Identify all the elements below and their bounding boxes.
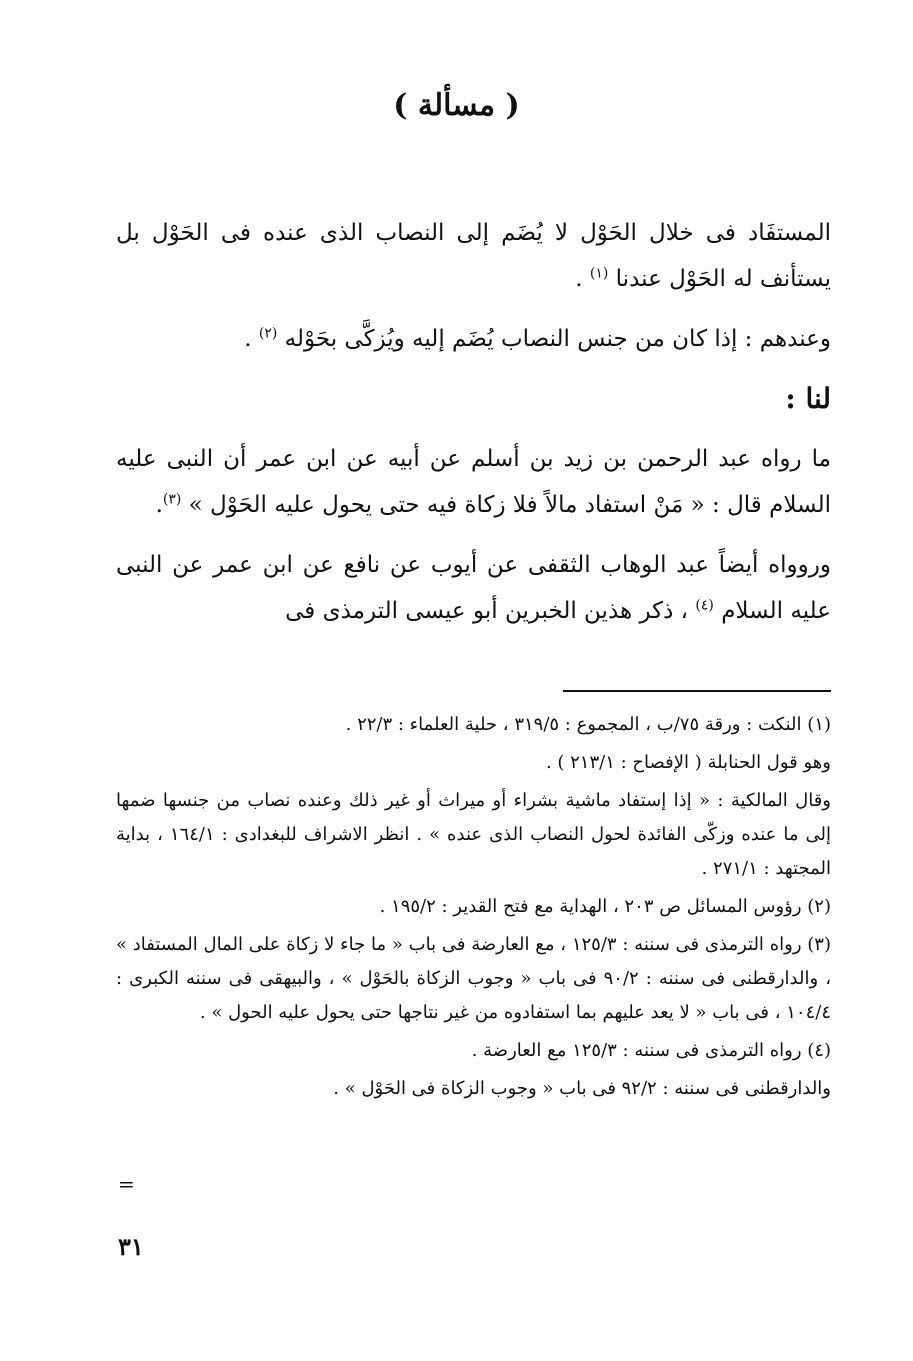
footnotes (116, 708, 831, 1110)
footnote-1-maliki: وقال المالكية : « إذا إستفاد ماشية بشراء أو ميراث أو غير ذلك وعنده نصاب من جنسها ضمها إلى ما عنده وزكّى الفائدة لحول النصاب الذى عنده » . انظر الاشراف للبغدادى : ١٦٤/١ ، بداية المجتهد : ٢٧١/١ . (116, 790, 831, 879)
paragraph-2-text: وعندهم : إذا كان من جنس النصاب يُضَم إليه ويُزكَّى بحَوْله (284, 326, 831, 352)
footnote-separator (563, 690, 831, 692)
paragraph-4-text-a: وروواه أيضاً عبد الوهاب الثقفى عن أيوب عن نافع عن ابن عمر عن النبى عليه السلام (116, 552, 831, 624)
footnote-2: (٢) رؤوس المسائل ص ٢٠٣ ، الهداية مع فتح القدير : ١٩٥/٢ . (379, 896, 831, 917)
footnote-4: (٤) رواه الترمذى فى سننه : ١٢٥/٣ مع العارضة . (471, 1040, 831, 1061)
footnote-1: (١) النكت : ورقة ٧٥/ب ، المجموع : ٣١٩/٥ ، حلية العلماء : ٢٢/٣ . (345, 714, 831, 735)
section-heading: لنا : (785, 382, 831, 415)
paragraph-1 (116, 210, 831, 302)
paragraph-4 (116, 542, 831, 634)
page-number: ٣١ (118, 1232, 144, 1261)
footnote-ref-3[interactable]: (٣) (162, 491, 182, 508)
paragraph-2-end: . (244, 326, 259, 352)
paragraph-2 (116, 316, 831, 362)
paragraph-1-text: المستفَاد فى خلال الحَوْل لا يُضَم إلى النصاب الذى عنده فى الحَوْل بل يستأنف له الحَوْل عندنا (116, 220, 831, 292)
continuation-mark: = (118, 1172, 135, 1196)
paragraph-3 (116, 436, 831, 528)
paragraph-3-text: ما رواه عبد الرحمن بن زيد بن أسلم عن أبيه عن ابن عمر أن النبى عليه السلام قال : « مَنْ استفاد مالاً فلا زكاة فيه حتى يحول عليه الحَوْل » (116, 446, 831, 518)
footnote-1-hanbali: وهو قول الحنابلة ( الإفصاح : ٢١٣/١ ) . (545, 752, 831, 773)
page-title: ( مسألة ) (393, 88, 520, 123)
footnote-ref-2[interactable]: (٢) (258, 325, 278, 342)
footnote-ref-4[interactable]: (٤) (695, 597, 714, 614)
paragraph-3-end: . (155, 492, 163, 518)
paragraph-4-text-b: ، ذكر هذين الخبرين أبو عيسى الترمذى فى (285, 598, 696, 624)
footnote-4-daraqutni: والدارقطنى فى سننه : ٩٢/٢ فى باب « وجوب الزكاة فى الحَوْل » . (333, 1078, 831, 1099)
main-text (116, 210, 831, 648)
footnote-ref-1[interactable]: (١) (589, 265, 609, 282)
paragraph-1-end: . (575, 266, 590, 292)
footnote-3: (٣) رواه الترمذى فى سننه : ١٢٥/٣ ، مع العارضة فى باب « ما جاء لا زكاة على المال المستفاد » ، والدارقطنى فى سننه : ٩٠/٢ فى باب « وجوب الزكاة بالحَوْل » ، والبيهقى فى سننه الكبرى : ١٠٤/٤ ، فى باب « لا يعد عليهم بما استفادوه من غير نتاجها حتى يحول عليه الحول » . (116, 934, 832, 1023)
